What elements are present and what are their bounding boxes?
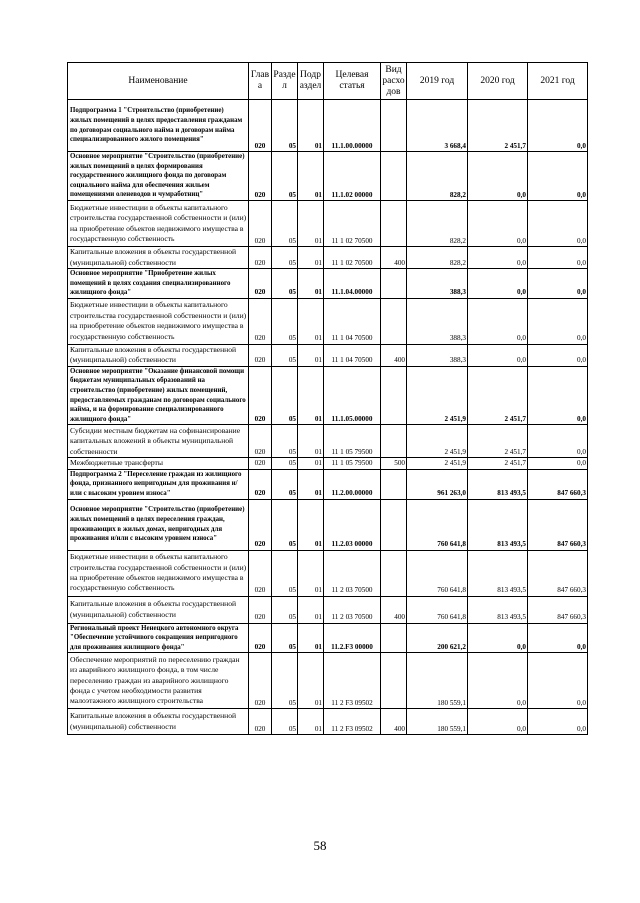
row-target-article: 11 1 05 79500 [324,425,381,458]
row-amount-2020: 0,0 [468,152,528,201]
row-target-article: 11.2.F3 00000 [324,623,381,653]
row-podrazdel: 01 [298,298,324,344]
row-amount-2020: 2 451,7 [468,100,528,152]
row-podrazdel: 01 [298,269,324,299]
header-2019: 2019 год [407,63,468,100]
header-2020: 2020 год [468,63,528,100]
row-podrazdel: 01 [298,623,324,653]
table-row [68,201,588,247]
header-name: Наименование [68,63,249,100]
row-amount-2020: 0,0 [468,653,528,709]
table-row [68,653,588,709]
row-razdel: 05 [272,269,298,299]
row-target-article: 11.1.00.00000 [324,100,381,152]
row-glava: 020 [249,152,272,201]
row-amount-2021: 0,0 [528,201,588,247]
row-expense-type [381,499,407,550]
row-amount-2021: 847 660,3 [528,550,588,596]
row-amount-2021: 0,0 [528,152,588,201]
table-row [68,366,588,425]
row-amount-2020: 0,0 [468,201,528,247]
row-expense-type [381,152,407,201]
row-expense-type: 400 [381,247,407,269]
row-amount-2021: 0,0 [528,709,588,735]
row-amount-2020: 813 493,5 [468,499,528,550]
row-amount-2019: 828,2 [407,247,468,269]
row-podrazdel: 01 [298,152,324,201]
row-razdel: 05 [272,100,298,152]
row-amount-2020: 2 451,7 [468,458,528,469]
row-glava: 020 [249,298,272,344]
row-name: Основное мероприятие "Строительство (приобретение) жилых помещений в целях формирования государственного жилищного фонда по договорам социального найма для обеспечения жильем помещениями оленеводов и чумработниц" [68,152,249,201]
table-row [68,623,588,653]
row-amount-2019: 180 559,1 [407,653,468,709]
row-name: Капитальные вложения в объекты государственной (муниципальной) собственности [68,344,249,366]
row-amount-2019: 828,2 [407,152,468,201]
row-glava: 020 [249,653,272,709]
table-row [68,100,588,152]
row-podrazdel: 01 [298,469,324,499]
row-amount-2020: 2 451,7 [468,366,528,425]
row-razdel: 05 [272,366,298,425]
row-glava: 020 [249,366,272,425]
row-expense-type: 400 [381,344,407,366]
table-row [68,298,588,344]
table-row [68,344,588,366]
row-glava: 020 [249,499,272,550]
row-amount-2020: 813 493,5 [468,469,528,499]
row-expense-type [381,425,407,458]
row-razdel: 05 [272,201,298,247]
row-amount-2019: 388,3 [407,269,468,299]
row-podrazdel: 01 [298,499,324,550]
row-podrazdel: 01 [298,201,324,247]
row-glava: 020 [249,469,272,499]
row-podrazdel: 01 [298,344,324,366]
row-razdel: 05 [272,298,298,344]
row-amount-2019: 760 641,8 [407,499,468,550]
header-glava: Глав а [249,63,272,100]
row-name: Обеспечение мероприятий по переселению граждан из аварийного жилищного фонда, в том числе переселению граждан из аварийного жилищного фонда с учетом необходимости развития малоэтажного жилищного строительства [68,653,249,709]
budget-table [67,62,588,735]
row-target-article: 11 1 05 79500 [324,458,381,469]
table-row [68,550,588,596]
row-podrazdel: 01 [298,596,324,623]
row-amount-2020: 0,0 [468,623,528,653]
row-glava: 020 [249,100,272,152]
row-name: Субсидии местным бюджетам на софинансирование капитальных вложений в объекты муниципальной собственности [68,425,249,458]
row-razdel: 05 [272,469,298,499]
row-amount-2021: 0,0 [528,458,588,469]
row-razdel: 05 [272,152,298,201]
row-glava: 020 [249,709,272,735]
row-podrazdel: 01 [298,550,324,596]
row-target-article: 11.2.03 00000 [324,499,381,550]
table-row [68,499,588,550]
row-amount-2019: 388,3 [407,298,468,344]
row-expense-type [381,100,407,152]
row-glava: 020 [249,623,272,653]
row-amount-2019: 388,3 [407,344,468,366]
row-expense-type [381,269,407,299]
page-number: 58 [313,838,327,853]
row-amount-2019: 2 451,9 [407,458,468,469]
row-target-article: 11.2.00.00000 [324,469,381,499]
row-target-article: 11 1 02 70500 [324,201,381,247]
table-row [68,269,588,299]
row-podrazdel: 01 [298,366,324,425]
row-expense-type [381,623,407,653]
row-expense-type: 400 [381,596,407,623]
row-target-article: 11 2 F3 09502 [324,709,381,735]
row-name: Капитальные вложения в объекты государственной (муниципальной) собственности [68,709,249,735]
row-target-article: 11.1.04.00000 [324,269,381,299]
row-amount-2021: 0,0 [528,100,588,152]
row-amount-2019: 961 263,0 [407,469,468,499]
row-amount-2020: 813 493,5 [468,596,528,623]
row-amount-2021: 0,0 [528,247,588,269]
row-amount-2020: 813 493,5 [468,550,528,596]
row-razdel: 05 [272,596,298,623]
row-glava: 020 [249,425,272,458]
row-target-article: 11 1 02 70500 [324,247,381,269]
row-amount-2020: 2 451,7 [468,425,528,458]
table-row [68,425,588,458]
row-glava: 020 [249,201,272,247]
row-amount-2019: 760 641,8 [407,550,468,596]
row-amount-2021: 847 660,3 [528,499,588,550]
row-target-article: 11 1 04 70500 [324,298,381,344]
row-amount-2019: 828,2 [407,201,468,247]
table-row [68,709,588,735]
row-name: Подпрограмма 1 "Строительство (приобретение) жилых помещений в целях предоставления гражданам по договорам социального найма и договорам найма специализированного жилого помещения" [68,100,249,152]
row-razdel: 05 [272,344,298,366]
table-row [68,596,588,623]
row-amount-2021: 0,0 [528,653,588,709]
row-podrazdel: 01 [298,709,324,735]
row-expense-type: 500 [381,458,407,469]
row-amount-2020: 0,0 [468,709,528,735]
row-expense-type [381,653,407,709]
row-name: Межбюджетные трансферты [68,458,249,469]
row-podrazdel: 01 [298,653,324,709]
row-amount-2019: 3 668,4 [407,100,468,152]
row-amount-2021: 0,0 [528,298,588,344]
table-row [68,469,588,499]
row-amount-2019: 760 641,8 [407,596,468,623]
row-amount-2019: 2 451,9 [407,425,468,458]
row-target-article: 11.1.02 00000 [324,152,381,201]
row-razdel: 05 [272,247,298,269]
row-name: Подпрограмма 2 "Переселение граждан из жилищного фонда, признанного непригодным для проживания и/или с высоким уровнем износа" [68,469,249,499]
row-target-article: 11 2 F3 09502 [324,653,381,709]
row-amount-2021: 0,0 [528,366,588,425]
row-amount-2019: 2 451,9 [407,366,468,425]
row-target-article: 11 2 03 70500 [324,596,381,623]
row-amount-2021: 847 660,3 [528,596,588,623]
table-row [68,152,588,201]
row-amount-2021: 847 660,3 [528,469,588,499]
row-razdel: 05 [272,709,298,735]
row-name: Бюджетные инвестиции в объекты капитального строительства государственной собственности и (или) на приобретение объектов недвижимого имущества в государственную собственность [68,298,249,344]
row-expense-type [381,201,407,247]
row-name: Основное мероприятие "Оказание финансовой помощи бюджетам муниципальных образований на строительство (приобретение) жилых помещений, предоставляемых гражданам по договорам социального найма, и на формирование специализированного жилищного фонда" [68,366,249,425]
header-2021: 2021 год [528,63,588,100]
row-podrazdel: 01 [298,100,324,152]
table-row [68,247,588,269]
header-target-article: Целевая статья [324,63,381,100]
row-name: Бюджетные инвестиции в объекты капитального строительства государственной собственности и (или) на приобретение объектов недвижимого имущества в государственную собственность [68,550,249,596]
row-glava: 020 [249,596,272,623]
row-razdel: 05 [272,458,298,469]
row-razdel: 05 [272,653,298,709]
row-glava: 020 [249,247,272,269]
row-razdel: 05 [272,550,298,596]
row-name: Капитальные вложения в объекты государственной (муниципальной) собственности [68,247,249,269]
row-expense-type [381,550,407,596]
row-amount-2020: 0,0 [468,298,528,344]
row-target-article: 11.1.05.00000 [324,366,381,425]
header-expense-type: Вид расхо дов [381,63,407,100]
row-glava: 020 [249,458,272,469]
row-amount-2020: 0,0 [468,269,528,299]
row-amount-2021: 0,0 [528,623,588,653]
row-expense-type: 400 [381,709,407,735]
row-name: Основное мероприятие "Приобретение жилых помещений в целях создания специализированного жилищного фонда" [68,269,249,299]
row-expense-type [381,298,407,344]
row-amount-2021: 0,0 [528,269,588,299]
row-amount-2019: 200 621,2 [407,623,468,653]
row-expense-type [381,469,407,499]
row-name: Основное мероприятие "Строительство (приобретение) жилых помещений в целях переселения граждан, проживающих в жилых домах, непригодных для проживания и/или с высоким уровнем износа" [68,499,249,550]
row-glava: 020 [249,344,272,366]
row-razdel: 05 [272,499,298,550]
row-glava: 020 [249,550,272,596]
row-name: Бюджетные инвестиции в объекты капитального строительства государственной собственности и (или) на приобретение объектов недвижимого имущества в государственную собственность [68,201,249,247]
row-amount-2019: 180 559,1 [407,709,468,735]
row-podrazdel: 01 [298,458,324,469]
table-row [68,458,588,469]
row-expense-type [381,366,407,425]
row-amount-2021: 0,0 [528,425,588,458]
row-razdel: 05 [272,425,298,458]
row-name: Региональный проект Ненецкого автономного округа "Обеспечение устойчивого сокращения непригодного для проживания жилищного фонда" [68,623,249,653]
row-amount-2020: 0,0 [468,344,528,366]
row-amount-2021: 0,0 [528,344,588,366]
table-header-row [68,63,588,100]
row-name: Капитальные вложения в объекты государственной (муниципальной) собственности [68,596,249,623]
row-podrazdel: 01 [298,425,324,458]
header-razdel: Разде л [272,63,298,100]
row-razdel: 05 [272,623,298,653]
header-podrazdel: Подр аздел [298,63,324,100]
row-glava: 020 [249,269,272,299]
table-body [68,100,588,735]
row-podrazdel: 01 [298,247,324,269]
row-target-article: 11 1 04 70500 [324,344,381,366]
row-amount-2020: 0,0 [468,247,528,269]
row-target-article: 11 2 03 70500 [324,550,381,596]
